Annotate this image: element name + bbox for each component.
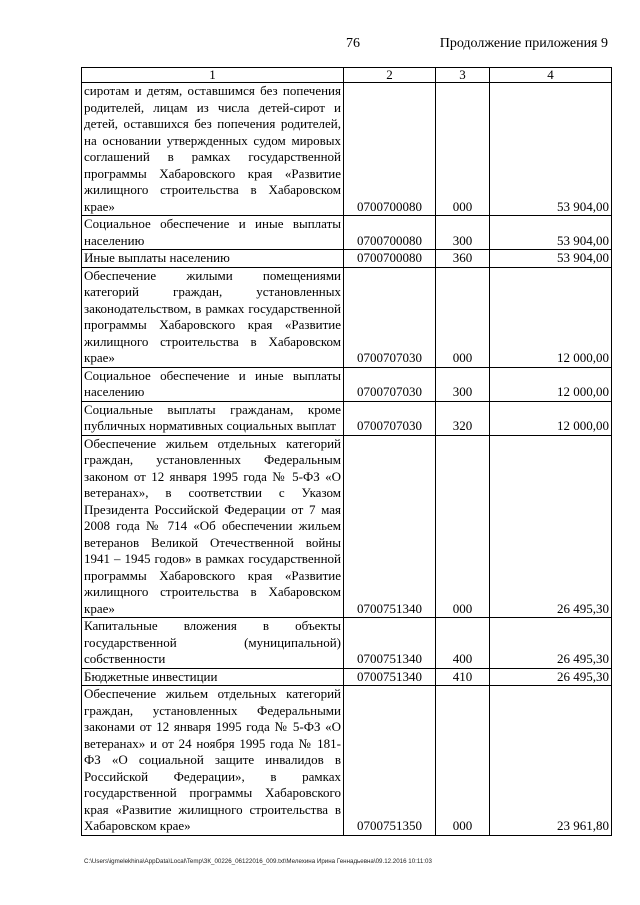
row-name: Обеспечение жильем отдельных категорий граждан, установленных Федеральными законами от 12 января 1995 года № 5-ФЗ «О ветеранах» и от 24 ноября 1995 года № 181-ФЗ «О социальной защите инвалидов в Российской Федерации», в рамках государственной программы Хабаровского края «Развитие жилищного строительства в Хабаровском крае» [82,686,344,836]
row-amount: 26 495,30 [490,435,612,618]
row-amount: 53 904,00 [490,216,612,250]
row-code: 0700751340 [344,435,436,618]
table-row [82,401,612,435]
row-code: 0700700080 [344,250,436,268]
row-amount: 12 000,00 [490,401,612,435]
row-vr: 360 [436,250,490,268]
row-code: 0700707030 [344,401,436,435]
table-row [82,267,612,367]
table-row [82,668,612,686]
row-vr: 410 [436,668,490,686]
row-amount: 53 904,00 [490,250,612,268]
table-row [82,250,612,268]
table-row [82,367,612,401]
row-name: Обеспечение жильем отдельных категорий граждан, установленных Федеральным законом от 12 января 1995 года № 5-ФЗ «О ветеранах», в соответствии с Указом Президента Российской Федерации от 7 мая 2008 года № 714 «Об обеспечении жильем ветеранов Великой Отечественной войны 1941 – 1945 годов» в рамках государственной программы Хабаровского края «Развитие жилищного строительства в Хабаровском крае» [82,435,344,618]
row-code: 0700751340 [344,668,436,686]
column-header: 3 [436,68,490,83]
column-header: 1 [82,68,344,83]
column-header-row [82,68,612,83]
row-code: 0700751350 [344,686,436,836]
row-amount: 12 000,00 [490,367,612,401]
row-vr: 000 [436,83,490,216]
table-row [82,618,612,669]
continuation-label: Продолжение приложения 9 [439,36,608,51]
row-name: Обеспечение жилыми помещениями категорий граждан, установленных законодательством, в рамках государственной программы Хабаровского края «Развитие жилищного строительства в Хабаровском крае» [82,267,344,367]
row-name: Капитальные вложения в объекты государственной (муниципальной) собственности [82,618,344,669]
file-path-footer: C:\Users\igmelekhina\AppData\Local\Temp\ЗК_00226_06122016_009.txt\Мелехина Ирина Геннадьевна\09.12.2016 10:11:03 [84,858,432,865]
row-name: сиротам и детям, оставшимся без попечения родителей, лицам из числа детей-сирот и детей, оставшихся без попечения родителей, на основании утвержденных судом мировых соглашений в рамках государственной программы Хабаровского края «Развитие жилищного строительства в Хабаровском крае» [82,83,344,216]
row-vr: 000 [436,267,490,367]
table-row [82,216,612,250]
row-vr: 300 [436,216,490,250]
table-row [82,435,612,618]
row-amount: 12 000,00 [490,267,612,367]
row-code: 0700751340 [344,618,436,669]
row-code: 0700707030 [344,367,436,401]
row-vr: 000 [436,435,490,618]
page-header [0,36,640,56]
row-code: 0700700080 [344,216,436,250]
row-amount: 26 495,30 [490,668,612,686]
row-vr: 300 [436,367,490,401]
column-header: 2 [344,68,436,83]
table-row [82,686,612,836]
row-code: 0700707030 [344,267,436,367]
row-amount: 26 495,30 [490,618,612,669]
row-name: Бюджетные инвестиции [82,668,344,686]
row-name: Иные выплаты населению [82,250,344,268]
row-name: Социальное обеспечение и иные выплаты населению [82,367,344,401]
row-vr: 320 [436,401,490,435]
row-code: 0700700080 [344,83,436,216]
row-name: Социальные выплаты гражданам, кроме публичных нормативных социальных выплат [82,401,344,435]
table-row [82,83,612,216]
column-header: 4 [490,68,612,83]
row-vr: 400 [436,618,490,669]
row-amount: 53 904,00 [490,83,612,216]
row-name: Социальное обеспечение и иные выплаты населению [82,216,344,250]
budget-table [81,67,612,836]
row-vr: 000 [436,686,490,836]
page-number: 76 [346,36,360,51]
row-amount: 23 961,80 [490,686,612,836]
